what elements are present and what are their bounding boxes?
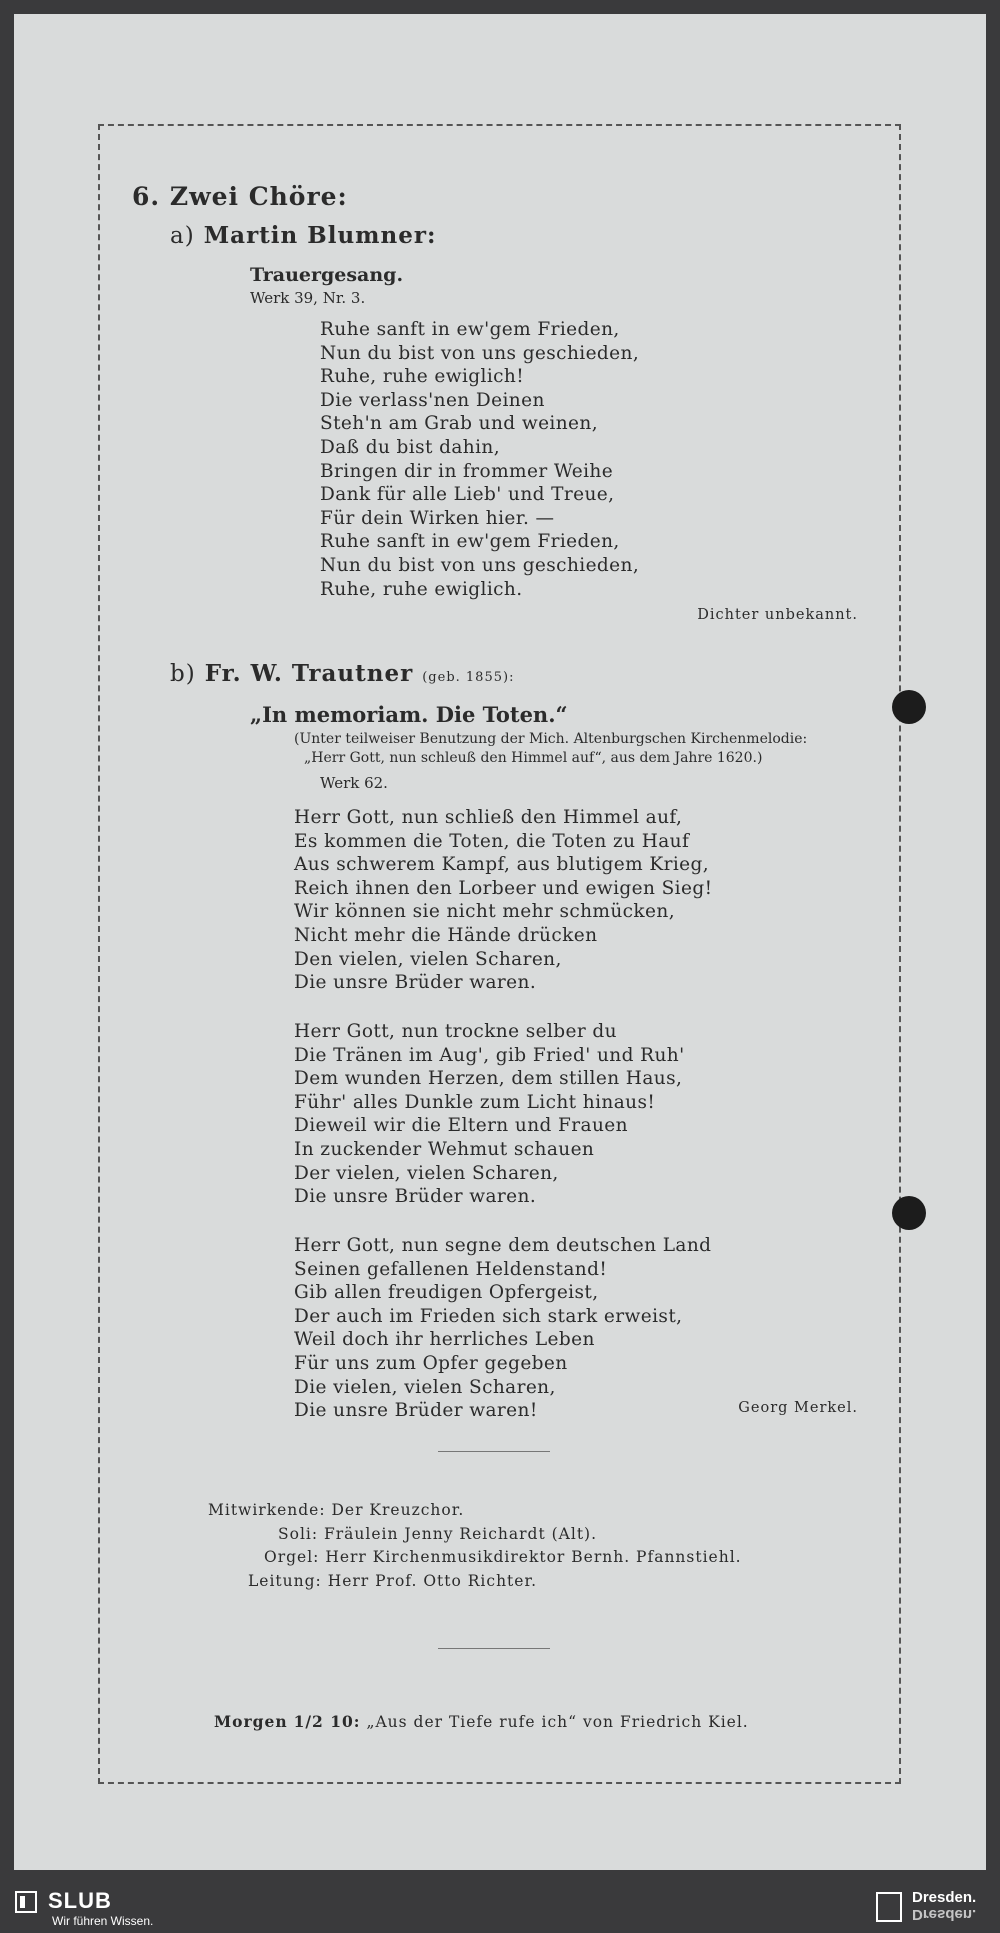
stanza-1	[294, 806, 712, 995]
poem-line: Ruhe sanft in ew'gem Frieden,	[320, 319, 620, 340]
poem-line: Ruhe sanft in ew'gem Frieden,	[320, 531, 620, 553]
poem-line: Der vielen, vielen Scharen,	[294, 1162, 559, 1184]
section-heading	[132, 182, 348, 211]
slub-brand: SLUB	[48, 1888, 112, 1913]
poem-line: Wir können sie nicht mehr schmücken,	[294, 901, 675, 923]
part-b-work: Werk 62.	[320, 774, 388, 792]
document-page	[14, 14, 986, 1870]
poem-line: Bringen dir in frommer Weihe	[320, 460, 614, 482]
poem-line: Die unsre Brüder waren!	[294, 1400, 538, 1422]
morgen-label: Morgen	[214, 1712, 288, 1731]
poem-line: Reich ihnen den Lorbeer und ewigen Sieg!	[294, 877, 713, 899]
poem-line: Dieweil wir die Eltern und Frauen	[294, 1115, 628, 1137]
poem-line: Die vielen, vielen Scharen,	[294, 1376, 556, 1398]
poem-line: Herr Gott, nun trockne selber du	[294, 1021, 617, 1042]
part-b-author: Georg Merkel.	[738, 1400, 858, 1416]
poem-line: Nun du bist von uns geschieden,	[320, 342, 640, 364]
morgen-time: 1/2 10:	[293, 1712, 361, 1731]
poem-line: Der auch im Frieden sich stark erweist,	[294, 1305, 683, 1327]
section-title: Zwei Chöre:	[169, 182, 348, 211]
dresden-name-mirror: Dresden.	[912, 1906, 977, 1923]
poem-line: Es kommen die Toten, die Toten zu Hauf	[294, 830, 690, 852]
divider	[438, 1648, 550, 1649]
dresden-logo	[912, 1890, 976, 1922]
part-b-marker: b)	[170, 661, 196, 687]
note-line: (Unter teilweiser Benutzung der Mich. Altenburgschen Kirchenmelodie:	[294, 731, 808, 747]
credit-line: Orgel: Herr Kirchenmusikdirektor Bernh. Pfannstiehl.	[264, 1548, 742, 1567]
part-a-author: Dichter unbekannt.	[697, 607, 858, 623]
slub-tagline: Wir führen Wissen.	[52, 1914, 154, 1928]
part-b-title: „In memoriam. Die Toten.“	[250, 702, 568, 727]
poem-line: Die unsre Brüder waren.	[294, 1186, 537, 1208]
stanza-2	[294, 1020, 685, 1209]
poem-line: Die verlass'nen Deinen	[320, 389, 545, 411]
part-b-note	[294, 730, 807, 768]
poem-line: Steh'n am Grab und weinen,	[320, 413, 598, 435]
dresden-crest-icon	[876, 1892, 902, 1922]
part-a-marker: a)	[170, 223, 195, 249]
part-b-composer: Fr. W. Trautner	[204, 660, 414, 687]
poem-line: Gib allen freudigen Opfergeist,	[294, 1282, 599, 1304]
stanza-3	[294, 1234, 711, 1423]
section-number: 6.	[132, 182, 161, 211]
dresden-name: Dresden.	[912, 1889, 977, 1906]
credit-line: Leitung: Herr Prof. Otto Richter.	[248, 1571, 538, 1590]
poem-line: Weil doch ihr herrliches Leben	[294, 1329, 595, 1351]
morgen-line	[214, 1712, 749, 1731]
poem-line: Für dein Wirken hier. —	[320, 507, 555, 529]
poem-line: Führ' alles Dunkle zum Licht hinaus!	[294, 1091, 656, 1113]
credit-line: Soli: Fräulein Jenny Reichardt (Alt).	[278, 1524, 598, 1543]
credit-line: Mitwirkende: Der Kreuzchor.	[208, 1501, 465, 1519]
poem-line: Dem wunden Herzen, dem stillen Haus,	[294, 1068, 683, 1090]
morgen-text: „Aus der Tiefe rufe ich“ von Friedrich Kiel.	[366, 1713, 749, 1731]
part-a-composer: Martin Blumner:	[203, 222, 437, 249]
poem-line: Aus schwerem Kampf, aus blutigem Krieg,	[294, 854, 710, 876]
poem-line: Nicht mehr die Hände drücken	[294, 924, 598, 946]
credits	[208, 1498, 742, 1592]
poem-line: Daß du bist dahin,	[320, 436, 501, 458]
part-a-title: Trauergesang.	[250, 264, 404, 286]
poem-line: Ruhe, ruhe ewiglich.	[320, 578, 523, 600]
part-a-poem	[320, 318, 639, 601]
poem-line: Ruhe, ruhe ewiglich!	[320, 366, 525, 388]
poem-line: Seinen gefallenen Heldenstand!	[294, 1258, 608, 1280]
poem-line: Herr Gott, nun segne dem deutschen Land	[294, 1235, 712, 1256]
divider	[438, 1451, 550, 1452]
part-b-heading	[170, 660, 514, 687]
poem-line: Dank für alle Lieb' und Treue,	[320, 484, 615, 506]
poem-line: Für uns zum Opfer gegeben	[294, 1352, 568, 1374]
poem-line: Die unsre Brüder waren.	[294, 972, 537, 994]
note-line: „Herr Gott, nun schleuß den Himmel auf“, aus dem Jahre 1620.)	[304, 750, 763, 766]
poem-line: Die Tränen im Aug', gib Fried' und Ruh'	[294, 1044, 685, 1066]
part-b-born: (geb. 1855):	[422, 670, 515, 685]
footer-bar	[0, 1884, 1000, 1933]
punch-hole	[892, 690, 926, 724]
punch-hole	[892, 1196, 926, 1230]
slub-logo-icon	[14, 1890, 38, 1914]
poem-line: Herr Gott, nun schließ den Himmel auf,	[294, 807, 683, 828]
part-a-work: Werk 39, Nr. 3.	[250, 289, 366, 307]
poem-line: Den vielen, vielen Scharen,	[294, 948, 562, 970]
poem-line: In zuckender Wehmut schauen	[294, 1138, 595, 1160]
part-a-heading	[170, 222, 436, 249]
poem-line: Nun du bist von uns geschieden,	[320, 554, 640, 576]
